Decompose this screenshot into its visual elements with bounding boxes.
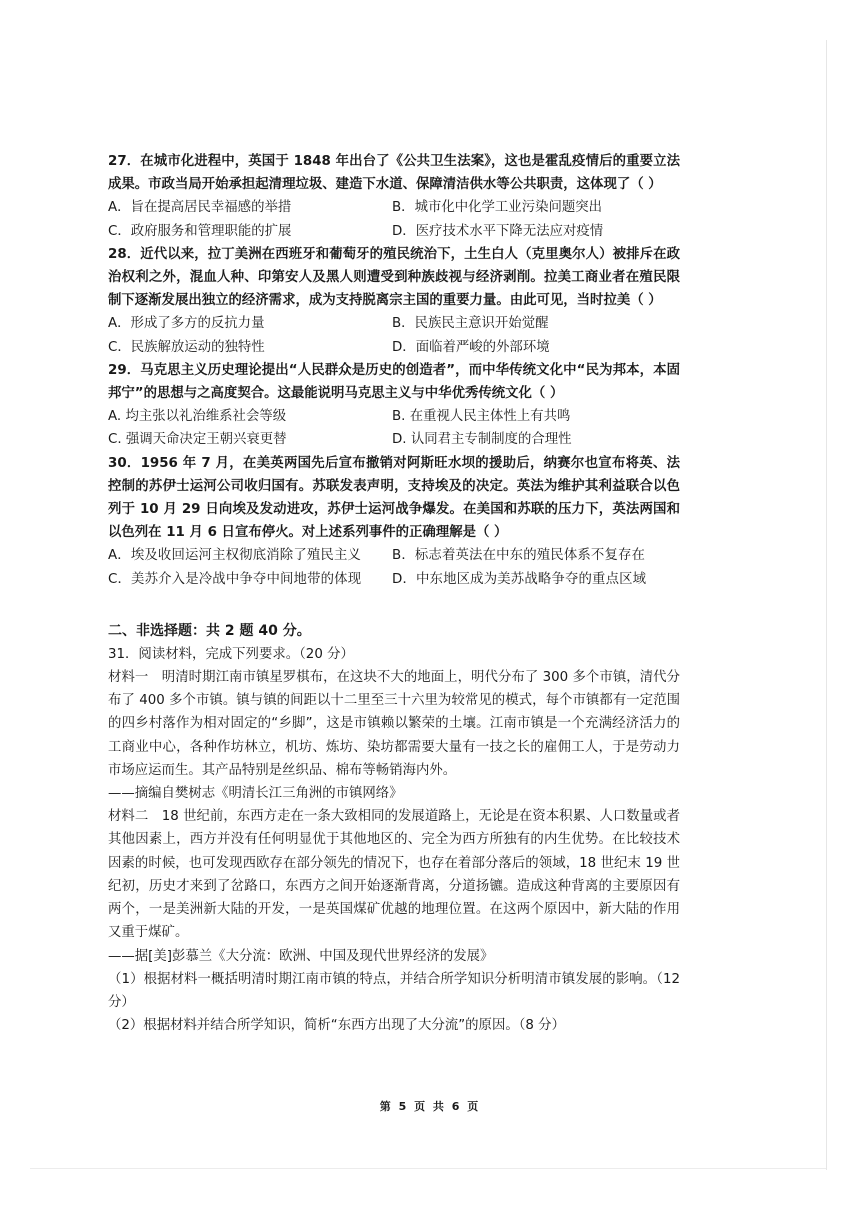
question-30-option-a: A．埃及收回运河主权彻底消除了殖民主义 xyxy=(108,548,362,564)
question-27-option-b: B．城市化中化学工业污染问题突出 xyxy=(392,200,603,216)
question-28-option-b: B．民族民主意识开始觉醒 xyxy=(392,316,549,332)
question-31 xyxy=(108,643,680,1037)
question-29 xyxy=(108,359,680,452)
question-27-options xyxy=(108,196,680,242)
question-30-option-c: C．美苏介入是冷战中争夺中间地带的体现 xyxy=(108,571,362,587)
question-28-option-c: C．民族解放运动的独特性 xyxy=(108,339,265,355)
question-29-option-b: B. 在重视人民主体性上有共鸣 xyxy=(392,409,571,425)
question-29-stem: 29．马克思主义历史理论提出“人民群众是历史的创造者”，而中华传统文化中“民为邦本，本固邦宁”的思想与之高度契合。这最能说明马克思主义与中华优秀传统文化（ ） xyxy=(108,362,680,402)
question-31-material-2: 材料二 18 世纪前，东西方走在一条大致相同的发展道路上，无论是在资本积累、人口数量或者其他因素上，西方并没有任何明显优于其他地区的、完全为西方所独有的内生优势。在比较技术因素的时候，也可发现西欧存在部分领先的情况下，也存在着部分落后的领域，18 世纪末 19 世纪初，历史才来到了岔路口，东西方之间开始逐渐背离，分道扬镳。造成这种背离的主要原因有两个，一是美洲新大陆的开发，一是英国煤矿优越的地理位置。在这两个原因中，新大陆的作用又重于煤矿。 xyxy=(108,809,680,941)
question-30 xyxy=(108,452,680,591)
question-28-options xyxy=(108,312,680,358)
question-29-option-c: C. 强调天命决定王朝兴衰更替 xyxy=(108,432,287,448)
question-28-option-a: A．形成了多方的反抗力量 xyxy=(108,316,265,332)
question-30-option-d: D．中东地区成为美苏战略争夺的重点区域 xyxy=(392,571,647,587)
question-29-option-d: D. 认同君主专制制度的合理性 xyxy=(392,432,572,448)
page-number: 第 5 页 共 6 页 xyxy=(379,1100,481,1113)
question-29-options xyxy=(108,405,680,451)
question-30-stem: 30．1956 年 7 月，在美英两国先后宣布撤销对阿斯旺水坝的援助后，纳赛尔也宣布将英、法控制的苏伊士运河公司收归国有。苏联发表声明，支持埃及的决定。英法为维护其利益联合以色列于 10 月 29 日向埃及发动进攻，苏伊士运河战争爆发。在美国和苏联的压力下，英法两国和以色列在 11 月 6 日宣布停火。对上述系列事件的正确理解是（ ） xyxy=(108,455,680,541)
question-27-option-d: D．医疗技术水平下降无法应对疫情 xyxy=(392,223,604,239)
question-30-option-b: B．标志着英法在中东的殖民体系不复存在 xyxy=(392,548,646,564)
page-content xyxy=(108,150,680,1037)
question-28 xyxy=(108,243,680,359)
question-27-stem: 27．在城市化进程中，英国于 1848 年出台了《公共卫生法案》，这也是霍乱疫情后的重要立法成果。市政当局开始承担起清理垃圾、建造下水道、保障清洁供水等公共职责，这体现了（ ） xyxy=(108,154,680,193)
question-31-source-2: ——据[美]彭慕兰《大分流：欧洲、中国及现代世界经济的发展》 xyxy=(108,948,494,964)
question-28-option-d: D．面临着严峻的外部环境 xyxy=(392,339,550,355)
question-27-option-c: C．政府服务和管理职能的扩展 xyxy=(108,223,292,239)
question-29-option-a: A. 均主张以礼治维系社会等级 xyxy=(108,409,287,425)
question-31-sub-1: （1）根据材料一概括明清时期江南市镇的特点，并结合所学知识分析明清市镇发展的影响。（12 分） xyxy=(108,971,680,1010)
scan-edge-right xyxy=(826,40,827,1170)
question-31-material-1: 材料一 明清时期江南市镇星罗棋布，在这块不大的地面上，明代分布了 300 多个市镇，清代分布了 400 多个市镇。镇与镇的间距以十二里至三十六里为较常见的模式，每个市镇都有一定范围的四乡村落作为相对固定的“乡脚”，这是市镇赖以繁荣的土壤。江南市镇是一个充满经济活力的工商业中心，各种作坊林立，机坊、炼坊、染坊都需要大量有一技之长的雇佣工人，于是劳动力市场应运而生。其产品特别是丝织品、棉布等畅销海内外。 xyxy=(108,670,680,778)
question-27-option-a: A．旨在提高居民幸福感的举措 xyxy=(108,200,292,216)
question-31-sub-2: （2）根据材料并结合所学知识，简析“东西方出现了大分流”的原因。（8 分） xyxy=(108,1018,565,1034)
section-2-title: 二、非选择题：共 2 题 40 分。 xyxy=(108,622,311,639)
question-28-stem: 28．近代以来，拉丁美洲在西班牙和葡萄牙的殖民统治下，土生白人（克里奥尔人）被排斥在政治权利之外，混血人种、印第安人及黑人则遭受到种族歧视与经济剥削。拉美工商业者在殖民限制下逐渐发展出独立的经济需求，成为支持脱离宗主国的重要力量。由此可见，当时拉美（ ） xyxy=(108,246,680,309)
scan-edge-bottom xyxy=(30,1168,826,1169)
question-30-options xyxy=(108,544,680,590)
question-31-source-1: ——摘编自樊树志《明清长江三角洲的市镇网络》 xyxy=(108,786,403,802)
question-31-intro: 31．阅读材料，完成下列要求。（20 分） xyxy=(108,646,354,662)
question-27 xyxy=(108,150,680,243)
